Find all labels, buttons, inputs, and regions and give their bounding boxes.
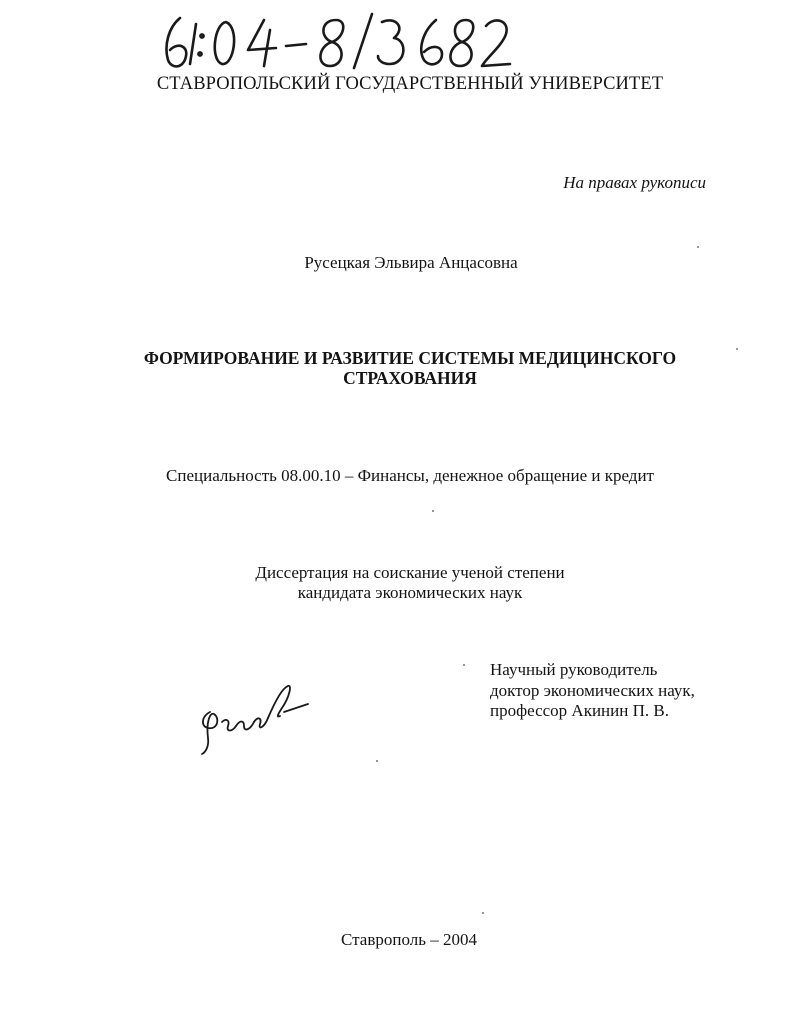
university-name: СТАВРОПОЛЬСКИЙ ГОСУДАРСТВЕННЫЙ УНИВЕРСИТЕТ — [156, 74, 664, 94]
degree-line-2: кандидата экономических наук — [297, 583, 523, 602]
scan-speck — [482, 912, 484, 914]
specialty: Специальность 08.00.10 – Финансы, денежное обращение и кредит — [166, 466, 654, 485]
advisor-line-2: доктор экономических наук, — [490, 680, 695, 700]
scan-speck — [463, 664, 465, 666]
author-name: Русецкая Эльвира Анцасовна — [304, 253, 518, 272]
title-line-1: ФОРМИРОВАНИЕ И РАЗВИТИЕ СИСТЕМЫ МЕДИЦИНСКОГО — [143, 348, 677, 368]
scan-speck — [697, 246, 699, 248]
scientific-advisor — [490, 660, 695, 722]
handwritten-code-drawing — [160, 10, 520, 72]
advisor-line-3: профессор Акинин П. В. — [490, 701, 669, 720]
dissertation-title — [0, 348, 792, 388]
degree-line-1: Диссертация на соискание ученой степени — [255, 563, 565, 582]
degree-statement — [0, 563, 792, 603]
scan-speck — [736, 348, 738, 350]
signature-drawing — [196, 682, 314, 758]
handwritten-registration-code — [160, 10, 520, 72]
rights-note: На правах рукописи — [563, 173, 706, 192]
advisor-line-1: Научный руководитель — [490, 660, 658, 679]
scan-speck — [376, 760, 378, 762]
city-year: Ставрополь – 2004 — [341, 930, 477, 949]
title-line-2: СТРАХОВАНИЯ — [343, 368, 477, 388]
handwritten-signature — [196, 682, 314, 758]
scan-speck — [432, 510, 434, 512]
